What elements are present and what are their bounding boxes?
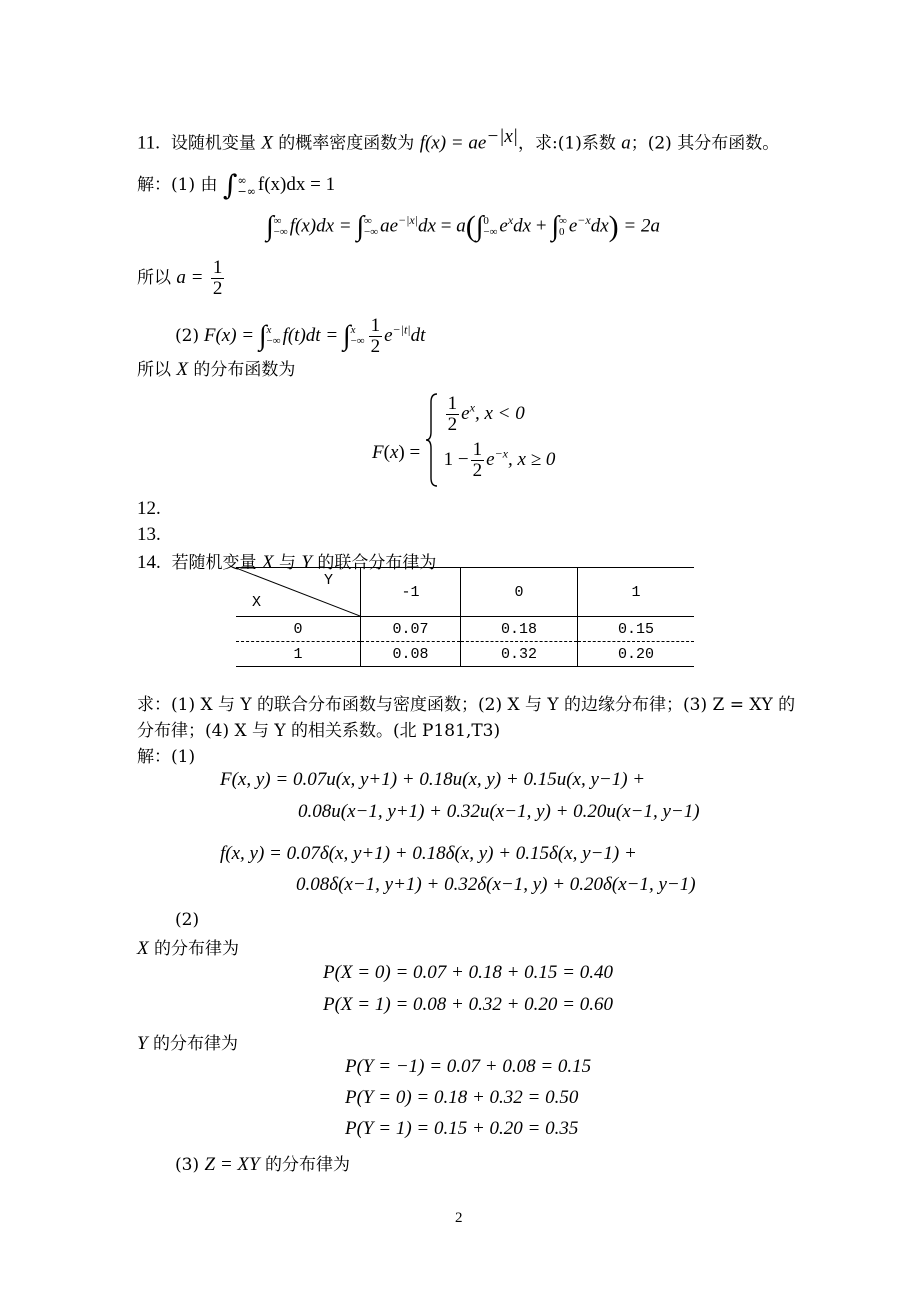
- joint-cdf-line2: 0.08u(x−1, y+1) + 0.32u(x−1, y) + 0.20u(x−1, y−1): [298, 801, 700, 822]
- problem-11: 11. 设随机变量 X 的概率密度函数为 $f(x) = ae^{-|x|}$，求:(1)系数 a；(2) 其分布函数。: [137, 126, 780, 154]
- question-line-1: 求：(1) X 与 Y 的联合分布函数与密度函数；(2) X 与 Y 的边缘分布律；(3) Z = XY 的: [137, 695, 796, 715]
- py0-equation: P(Y = 0) = 0.18 + 0.32 = 0.50: [345, 1087, 579, 1108]
- x-value-cell: 1: [236, 642, 361, 667]
- joint-distribution-table: [236, 567, 694, 667]
- problem-12: 12.: [137, 498, 161, 519]
- normalization-calc: ∫ ∞ −∞ f(x)dx = ∫ ∞ −∞ $ae^{-|x|}dx = a(\int$ 0 −∞ $e^xdx$ + ∫ ∞ 0 $e^{-x}dx) = 2a$: [266, 210, 660, 243]
- piecewise-F: F(x) = $\frac{1}{2}$ $e^x$, x < 0 1 − $\frac{1}{2}$ $e^{-x}$, x ≥ 0: [372, 392, 555, 488]
- problem-14: 14. 若随机变量 X 与 Y 的联合分布律为: [137, 552, 437, 573]
- part-3-line: (3) Z = XY 的分布律为: [175, 1154, 350, 1175]
- question-line-2: 分布律；(4) X 与 Y 的相关系数。(北 P181,T3): [137, 721, 501, 741]
- y-value-header: 1: [631, 583, 641, 601]
- pym1-equation: P(Y = −1) = 0.07 + 0.08 = 0.15: [345, 1056, 592, 1077]
- solution-11-heading: 解：(1) 由 ∫ ∞ −∞ f(x)dx = 1: [137, 168, 336, 202]
- prob-cell: 0.18: [461, 617, 578, 642]
- prob-cell: 0.20: [617, 645, 654, 663]
- joint-pdf-line2: 0.08δ(x−1, y+1) + 0.32δ(x−1, y) + 0.20δ(x−1, y−1): [296, 874, 696, 895]
- joint-cdf-line1: F(x, y) = 0.07u(x, y+1) + 0.18u(x, y) + 0.15u(x, y−1) +: [220, 769, 646, 790]
- page-number: 2: [455, 1210, 463, 1226]
- y-value-header: 0: [461, 568, 578, 617]
- a-result: 所以 a = $\frac{1}{2}$: [137, 257, 223, 299]
- x-value-cell: 0: [236, 617, 361, 642]
- x-law-heading: X 的分布律为: [137, 938, 240, 959]
- corner-y-label: Y: [324, 572, 334, 589]
- prob-cell: 0.15: [617, 620, 654, 638]
- py1-equation: P(Y = 1) = 0.15 + 0.20 = 0.35: [345, 1118, 579, 1139]
- table-header-row: [236, 568, 694, 617]
- table-row: [236, 617, 694, 642]
- px0-equation: P(X = 0) = 0.07 + 0.18 + 0.15 = 0.40: [323, 962, 613, 983]
- table-row: [236, 642, 694, 667]
- distribution-intro: 所以 X 的分布函数为: [137, 359, 296, 380]
- F-definition: (2) F(x) = ∫ x −∞ f(t)dt = ∫ x −∞ $\frac{1}{2}$ $e^{-|t|}dt$: [175, 315, 426, 357]
- prob-cell: 0.08: [361, 642, 461, 667]
- solution-14-heading: 解：(1): [137, 747, 196, 767]
- corner-x-label: X: [252, 594, 262, 611]
- joint-pdf-line1: f(x, y) = 0.07δ(x, y+1) + 0.18δ(x, y) + 0.15δ(x, y−1) +: [220, 843, 637, 864]
- problem-13: 13.: [137, 524, 161, 545]
- px1-equation: P(X = 1) = 0.08 + 0.32 + 0.20 = 0.60: [323, 994, 613, 1015]
- table-corner-cell: [236, 568, 361, 617]
- y-law-heading: Y 的分布律为: [137, 1033, 238, 1054]
- part-2-label: (2): [175, 910, 200, 930]
- prob-cell: 0.07: [361, 617, 461, 642]
- left-brace: [425, 392, 439, 488]
- y-value-header: -1: [361, 568, 461, 617]
- prob-cell: 0.32: [461, 642, 578, 667]
